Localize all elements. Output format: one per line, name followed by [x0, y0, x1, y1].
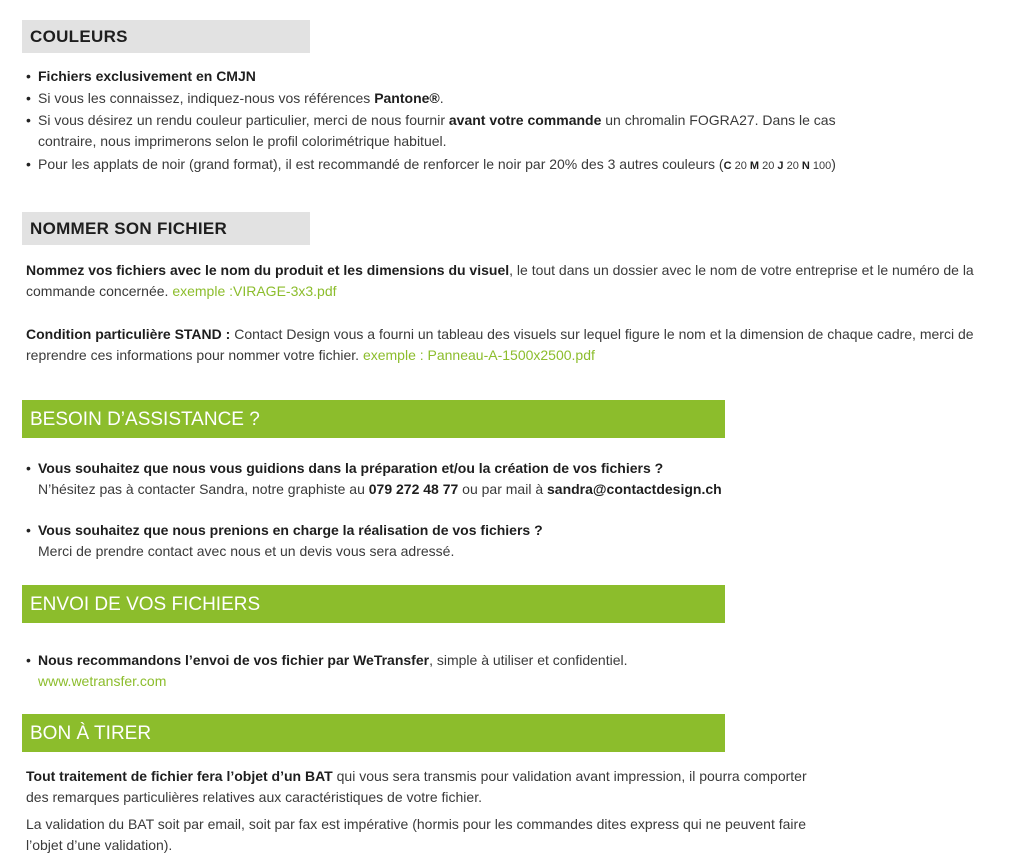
- bat-paragraph-2: La validation du BAT soit par email, soit par fax est impérative (hormis pour les commandes dites express qui ne peuvent faire l’objet d’une validation).: [26, 816, 806, 853]
- couleurs-bullet-noir: • Pour les applats de noir (grand format), il est recommandé de renforcer le noir par 20% des 3 autres couleurs (C 20 M 20 J 20 N 100): [26, 156, 836, 172]
- envoi-bullet-wetransfer: • Nous recommandons l’envoi de vos fichier par WeTransfer, simple à utiliser et confidentiel. www.wetransfer.com: [26, 652, 628, 689]
- nommer-paragraph-1: Nommez vos fichiers avec le nom du produit et les dimensions du visuel, le tout dans un dossier avec le nom de votre entreprise et le numéro de la commande concernée. exemple :VIRAGE-3x3.pdf: [26, 262, 974, 299]
- bat-paragraph-1: Tout traitement de fichier fera l’objet d’un BAT qui vous sera transmis pour validation avant impression, il pourra comporter des remarques particulières relatives aux caractéristiques de votre fichier.: [26, 768, 807, 805]
- assistance-item-guidance: • Vous souhaitez que nous vous guidions dans la préparation et/ou la création de vos fichiers ? N’hésitez pas à contacter Sandra, notre graphiste au 079 272 48 77 ou par mail à sandra@contactdesign.ch: [26, 460, 722, 497]
- section-header-couleurs: COULEURS: [22, 20, 310, 53]
- section-header-nommer: NOMMER SON FICHIER: [22, 212, 310, 245]
- phone-number: 079 272 48 77: [368, 481, 459, 497]
- section-header-envoi: ENVOI DE VOS FICHIERS: [22, 585, 725, 623]
- nommer-example-1: exemple :VIRAGE-3x3.pdf: [172, 283, 337, 299]
- couleurs-bullet-chromalin: • Si vous désirez un rendu couleur particulier, merci de nous fournir avant votre commande un chromalin FOGRA27. Dans le cas contraire, nous imprimerons selon le profil colorimétrique habituel.: [26, 112, 836, 149]
- section-header-bat: BON À TIRER: [22, 714, 725, 752]
- nommer-paragraph-2: Condition particulière STAND : Contact Design vous a fourni un tableau des visuels sur lequel figure le nom et la dimension de chaque cadre, merci de reprendre ces informations pour nommer votre fichier. exemple : Panneau-A-1500x2500.pdf: [26, 326, 974, 363]
- couleurs-bullet-cmjn: • Fichiers exclusivement en CMJN: [26, 68, 256, 84]
- email-link[interactable]: sandra@contactdesign.ch: [547, 481, 722, 497]
- assistance-item-realisation: • Vous souhaitez que nous prenions en charge la réalisation de vos fichiers ? Merci de prendre contact avec nous et un devis vous sera adressé.: [26, 522, 543, 559]
- couleurs-bullet-pantone: • Si vous les connaissez, indiquez-nous vos références Pantone®.: [26, 90, 444, 106]
- nommer-example-2: exemple : Panneau-A-1500x2500.pdf: [362, 347, 595, 363]
- section-header-assistance: BESOIN D’ASSISTANCE ?: [22, 400, 725, 438]
- wetransfer-link[interactable]: www.wetransfer.com: [38, 673, 167, 689]
